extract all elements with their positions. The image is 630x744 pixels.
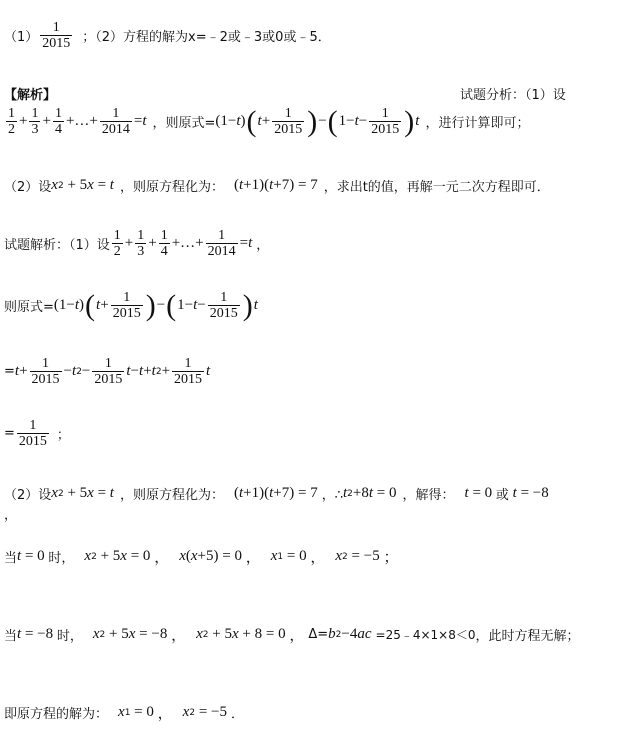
answer-line	[4, 20, 331, 52]
analysis-right-header: 试题分析：（1）设	[460, 88, 566, 103]
solution-result-line: = $\frac{1}{2015}$ ；	[4, 418, 70, 450]
case-t0-line: 当 t = 0 时， x 2 + 5 x = 0 ， x ( x +5) = 0 ， x 1 = 0 ， x 2 = −5 ；	[4, 548, 399, 566]
answer-part1-label: （1）	[4, 30, 39, 46]
solution-head-line: 试题解析：（1）设 $\frac{1}{2}$ + $\frac{1}{3}$ + $\frac{1}{4}$ +…+ $\frac{1}{2014}$ = t ，	[4, 228, 270, 260]
result-fraction: $\frac{1}{2015}$	[18, 418, 47, 450]
analysis-formula-line: $\frac{1}{2}$ + $\frac{1}{3}$ + $\frac{1}{4}$ +…+ $\frac{1}{2014}$ = t ，则原式= (1− t ) ( t + $\frac{1}{2015}$ ) − ( 1− t − $\frac{1}{2015}$ ) t ，进行计算即可；	[8, 104, 530, 138]
answer-fraction: $\frac{1}{2015}$	[42, 20, 71, 52]
final-answer-line: 即原方程的解为： x 1 = 0 ， x 2 = −5 ．	[4, 704, 244, 722]
analysis-header-line	[4, 84, 604, 103]
solution-expansion-line: = t + $\frac{1}{2015}$ − t 2 − $\frac{1}{2015}$ t − t + t 2 + $\frac{1}{2015}$ t	[4, 356, 211, 388]
case-t-8-line: 当 t = −8 时， x 2 + 5 x = −8 ， x 2 + 5 x + 8 = 0 ， Δ= b 2 −4 ac =25﹣4×1×8＜0 ，此时方程无解；	[4, 626, 580, 644]
analysis-header: 【解析】	[4, 88, 57, 103]
answer-part2-text: ；（2）方程的解为x=﹣2或﹣3或0或﹣5．	[82, 30, 331, 46]
solution-original-line: 则原式= (1− t ) ( t + $\frac{1}{2015}$ ) − ( 1− t − $\frac{1}{2015}$ ) t	[4, 288, 258, 322]
solution-part2-line: （2）设 x 2 + 5 x = t ，则原方程化为： ( t +1)( t +7) = 7 ，∴ t 2 +8 t = 0 ，解得： t = 0 或 t = −8	[4, 485, 549, 503]
analysis-part2-line: （2）设 x 2 + 5 x = t ，则原方程化为： ( t +1)( t +7) = 7 ，求出t的值，再解一元二次方程即可．	[4, 177, 550, 195]
solution-part2-comma: ，	[4, 508, 18, 523]
